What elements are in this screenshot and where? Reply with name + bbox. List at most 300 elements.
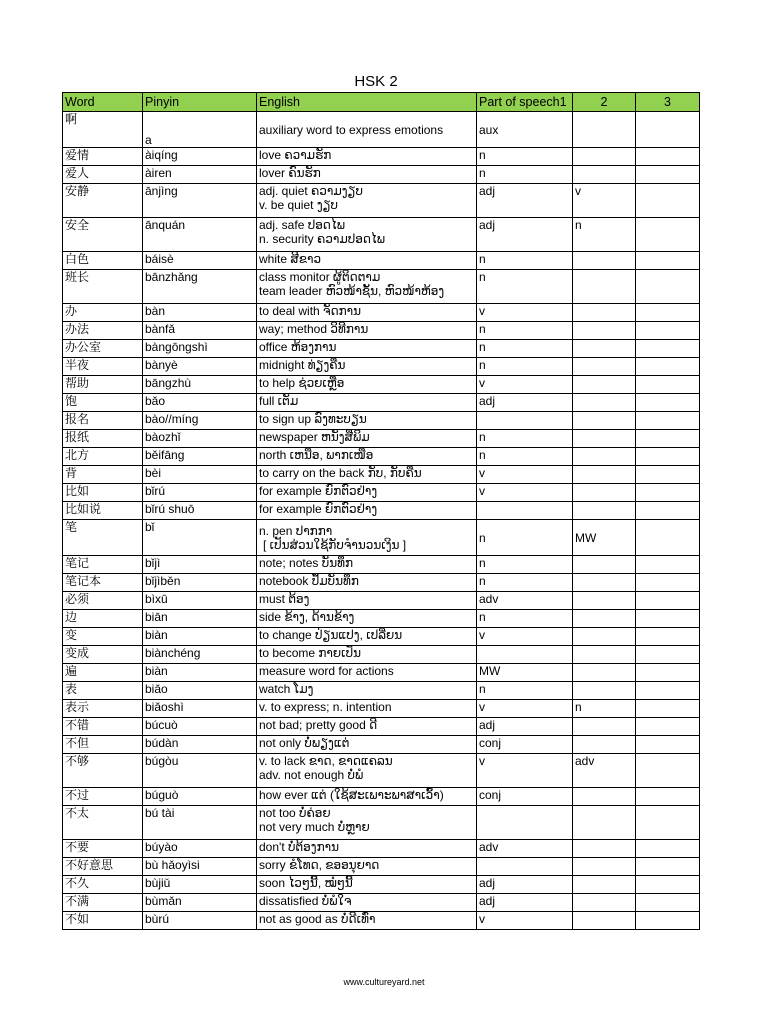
english-cell (257, 270, 477, 304)
english-cell (257, 502, 477, 520)
english-line: not very much ບໍ່ຫຼາຍ (259, 820, 370, 834)
english-line: v. to express; n. intention (259, 700, 392, 714)
english-line: for example ຍົກຕົວຢ່າງ (259, 484, 378, 498)
english-cell (257, 700, 477, 718)
pos1-cell: adj (477, 218, 573, 252)
table-row (63, 894, 700, 912)
pos1-cell: n (477, 270, 573, 304)
english-cell (257, 394, 477, 412)
english-cell (257, 112, 477, 148)
word-cell: 班长 (63, 270, 143, 304)
english-line: note; notes ບັນທຶກ (259, 556, 354, 570)
pos1-cell: n (477, 574, 573, 592)
english-cell (257, 484, 477, 502)
english-cell (257, 218, 477, 252)
word-cell: 变成 (63, 646, 143, 664)
pos1-cell: adv (477, 592, 573, 610)
english-line: auxiliary word to express emotions (259, 122, 444, 137)
table-row (63, 148, 700, 166)
pos3-cell (636, 912, 700, 930)
english-line: adv. not enough ບໍ່ພໍ (259, 768, 364, 782)
english-line: to carry on the back ກັບ, ກັບຄືນ (259, 466, 422, 480)
word-cell: 表示 (63, 700, 143, 718)
table-row (63, 394, 700, 412)
english-cell (257, 840, 477, 858)
table-row (63, 912, 700, 930)
table-row (63, 218, 700, 252)
english-line: white ສີຂາວ (259, 252, 322, 266)
pos2-cell (573, 718, 636, 736)
pos2-cell (573, 358, 636, 376)
page-title: HSK 2 (354, 73, 398, 90)
pos3-cell (636, 484, 700, 502)
pos1-cell: n (477, 322, 573, 340)
pos1-cell: v (477, 466, 573, 484)
pinyin-cell: biànchéng (143, 646, 257, 664)
table-row (63, 166, 700, 184)
english-line: soon ໄວໆນີ້, ໝໍໆນີ້ (259, 876, 353, 890)
pos2-cell (573, 466, 636, 484)
table-row (63, 858, 700, 876)
pos3-cell (636, 252, 700, 270)
pos2-cell (573, 166, 636, 184)
pinyin-cell: běifāng (143, 448, 257, 466)
table-row (63, 484, 700, 502)
pinyin-cell: búdàn (143, 736, 257, 754)
pos2-cell (573, 574, 636, 592)
pos3-cell (636, 736, 700, 754)
table-row (63, 700, 700, 718)
word-cell: 不满 (63, 894, 143, 912)
word-cell: 表 (63, 682, 143, 700)
header-pinyin: Pinyin (143, 93, 257, 112)
pos2-cell (573, 682, 636, 700)
word-cell: 比如 (63, 484, 143, 502)
word-cell: 不但 (63, 736, 143, 754)
pinyin-cell: bàn (143, 304, 257, 322)
english-line: side ຂ້າງ, ດ້ານຂ້າງ (259, 610, 355, 624)
english-line: north ເຫນືອ, ພາກເໜືອ (259, 448, 374, 462)
english-cell (257, 520, 477, 556)
pos1-cell: v (477, 912, 573, 930)
table-row (63, 358, 700, 376)
pinyin-cell: ānjìng (143, 184, 257, 218)
word-cell: 啊 (63, 112, 143, 148)
table-row (63, 754, 700, 788)
pos2-cell (573, 858, 636, 876)
english-line: to change ປ່ຽນແປງ, ເປລີ່ຍນ (259, 628, 403, 642)
english-line: v. to lack ຂາດ, ຂາດແຄລນ (259, 754, 393, 768)
english-cell (257, 148, 477, 166)
pos1-cell: n (477, 556, 573, 574)
english-line: not too ບໍ່ຄ່ອຍ (259, 806, 331, 820)
word-cell: 不要 (63, 840, 143, 858)
pos1-cell: adj (477, 894, 573, 912)
pos2-cell (573, 412, 636, 430)
pos3-cell (636, 610, 700, 628)
pos2-cell (573, 788, 636, 806)
english-line: not as good as ບໍ່ດີເທົ່າ (259, 912, 376, 926)
pos1-cell (477, 806, 573, 840)
pinyin-cell: àiqíng (143, 148, 257, 166)
pinyin-cell: bù hǎoyìsi (143, 858, 257, 876)
pos2-cell (573, 664, 636, 682)
english-line: dissatisfied ບໍ່ພໍໃຈ (259, 894, 352, 908)
table-header-row (63, 93, 700, 112)
pinyin-cell: bìxū (143, 592, 257, 610)
pos2-cell (573, 736, 636, 754)
pos2-cell (573, 252, 636, 270)
english-cell (257, 858, 477, 876)
table-row (63, 628, 700, 646)
pos1-cell: v (477, 376, 573, 394)
pos1-cell (477, 646, 573, 664)
pos3-cell (636, 166, 700, 184)
pos3-cell (636, 270, 700, 304)
pinyin-cell: biǎoshì (143, 700, 257, 718)
table-row (63, 788, 700, 806)
pos1-cell: v (477, 754, 573, 788)
english-line: not bad; pretty good ດີ (259, 718, 378, 732)
pinyin-cell: ānquán (143, 218, 257, 252)
pos1-cell: n (477, 148, 573, 166)
pos2-cell: n (573, 218, 636, 252)
pos3-cell (636, 430, 700, 448)
pos2-cell (573, 894, 636, 912)
pos2-cell (573, 628, 636, 646)
pinyin-cell: bānzhǎng (143, 270, 257, 304)
word-cell: 安全 (63, 218, 143, 252)
english-line: way; method ວິທີການ (259, 322, 369, 336)
pos1-cell: aux (477, 112, 573, 148)
pinyin-cell: biàn (143, 664, 257, 682)
pos2-cell: adv (573, 754, 636, 788)
table-row (63, 682, 700, 700)
pinyin-cell: bǐjì (143, 556, 257, 574)
english-line: how ever ແຕ່ (ໃຊ້ສະເພາະພາສາເວົ້າ) (259, 788, 444, 802)
pos2-cell (573, 610, 636, 628)
pos2-cell (573, 430, 636, 448)
pos1-cell: n (477, 520, 573, 556)
table-row (63, 502, 700, 520)
english-line: love ຄວາມຮັກ (259, 148, 332, 162)
pos3-cell (636, 340, 700, 358)
pos3-cell (636, 322, 700, 340)
pos1-cell: n (477, 610, 573, 628)
pos2-cell (573, 806, 636, 840)
pos1-cell: n (477, 682, 573, 700)
english-line: [ ເປັນສ່ວນໃຊ້ກັບຈໍານວນເງິນ ] (263, 537, 407, 552)
pos3-cell (636, 718, 700, 736)
table-row (63, 736, 700, 754)
pos3-cell (636, 148, 700, 166)
english-cell (257, 592, 477, 610)
english-line: n. pen ປາກກາ (259, 523, 333, 538)
english-cell (257, 718, 477, 736)
pos3-cell (636, 304, 700, 322)
vocabulary-table (62, 92, 700, 930)
pinyin-cell: biān (143, 610, 257, 628)
english-line: to become ກາຍເປັນ (259, 646, 362, 660)
word-cell: 比如说 (63, 502, 143, 520)
pos2-cell (573, 840, 636, 858)
english-line: midnight ທ່ຽງຄືນ (259, 358, 346, 372)
pinyin-cell: bànyè (143, 358, 257, 376)
english-line: must ຕ້ອງ (259, 592, 310, 606)
table-row (63, 184, 700, 218)
english-cell (257, 166, 477, 184)
pos1-cell: adj (477, 876, 573, 894)
pos1-cell: adj (477, 718, 573, 736)
english-cell (257, 682, 477, 700)
pos3-cell (636, 556, 700, 574)
english-cell (257, 788, 477, 806)
english-cell (257, 610, 477, 628)
pos1-cell: n (477, 252, 573, 270)
word-cell: 北方 (63, 448, 143, 466)
pos1-cell (477, 858, 573, 876)
pinyin-cell: búguò (143, 788, 257, 806)
english-line: sorry ຂໍໂທດ, ຂອອນຸຍາດ (259, 858, 380, 872)
pos3-cell (636, 788, 700, 806)
pinyin-cell: àiren (143, 166, 257, 184)
english-cell (257, 184, 477, 218)
word-cell: 变 (63, 628, 143, 646)
pinyin-cell: bǐjìběn (143, 574, 257, 592)
word-cell: 办 (63, 304, 143, 322)
table-row (63, 520, 700, 556)
word-cell: 不错 (63, 718, 143, 736)
word-cell: 报名 (63, 412, 143, 430)
pinyin-cell: bàozhǐ (143, 430, 257, 448)
english-cell (257, 894, 477, 912)
english-line: to sign up ລົງທະບຽນ (259, 412, 367, 426)
english-line: measure word for actions (259, 664, 394, 678)
table-row (63, 376, 700, 394)
english-cell (257, 430, 477, 448)
pos3-cell (636, 502, 700, 520)
pos1-cell: conj (477, 736, 573, 754)
table-row (63, 252, 700, 270)
word-cell: 不如 (63, 912, 143, 930)
word-cell: 爱人 (63, 166, 143, 184)
english-line: watch ໂມງ (259, 682, 314, 696)
pinyin-cell: bèi (143, 466, 257, 484)
pos3-cell (636, 806, 700, 840)
english-line: class monitor ຜູ້ຕິດຕາມ (259, 270, 381, 284)
pos1-cell: v (477, 484, 573, 502)
english-line: not only ບໍ່ພຽງແຕ່ (259, 736, 350, 750)
pos2-cell (573, 592, 636, 610)
english-cell (257, 736, 477, 754)
pinyin-cell: bàngōngshì (143, 340, 257, 358)
pos3-cell (636, 112, 700, 148)
pinyin-cell: bùjiǔ (143, 876, 257, 894)
english-cell (257, 664, 477, 682)
table-row (63, 322, 700, 340)
pos2-cell (573, 556, 636, 574)
word-cell: 半夜 (63, 358, 143, 376)
pos1-cell: adj (477, 184, 573, 218)
pos2-cell: n (573, 700, 636, 718)
pos3-cell (636, 754, 700, 788)
pos2-cell (573, 322, 636, 340)
word-cell: 不好意思 (63, 858, 143, 876)
pos3-cell (636, 592, 700, 610)
pos3-cell (636, 466, 700, 484)
pinyin-cell: bùmǎn (143, 894, 257, 912)
pos2-cell: MW (573, 520, 636, 556)
english-cell (257, 754, 477, 788)
pinyin-cell: búcuò (143, 718, 257, 736)
header-pos2: 2 (573, 93, 636, 112)
pinyin-cell: bùrú (143, 912, 257, 930)
word-cell: 笔 (63, 520, 143, 556)
pos2-cell (573, 376, 636, 394)
pos2-cell (573, 270, 636, 304)
pinyin-cell: bǐrú (143, 484, 257, 502)
table-row (63, 574, 700, 592)
english-line: v. be quiet ງຽບ (259, 198, 339, 212)
english-line: notebook ປຶ້ມບັນທຶກ (259, 574, 359, 588)
pos1-cell: n (477, 340, 573, 358)
pos3-cell (636, 448, 700, 466)
pos1-cell: v (477, 628, 573, 646)
pos3-cell (636, 184, 700, 218)
word-cell: 办公室 (63, 340, 143, 358)
english-cell (257, 876, 477, 894)
table-row (63, 876, 700, 894)
table-row (63, 840, 700, 858)
pos2-cell (573, 502, 636, 520)
word-cell: 爱情 (63, 148, 143, 166)
word-cell: 笔记本 (63, 574, 143, 592)
pinyin-cell: bànfǎ (143, 322, 257, 340)
english-line: n. security ຄວາມປອດໄພ (259, 232, 386, 246)
pos1-cell: conj (477, 788, 573, 806)
word-cell: 帮助 (63, 376, 143, 394)
english-cell (257, 304, 477, 322)
table-row (63, 592, 700, 610)
word-cell: 必须 (63, 592, 143, 610)
table-row (63, 412, 700, 430)
pos3-cell (636, 412, 700, 430)
pos2-cell (573, 394, 636, 412)
word-cell: 办法 (63, 322, 143, 340)
header-english: English (257, 93, 477, 112)
table-row (63, 304, 700, 322)
english-cell (257, 574, 477, 592)
pinyin-cell: búyào (143, 840, 257, 858)
english-line: adj. safe ປອດໄພ (259, 218, 345, 232)
pinyin-cell: bú tài (143, 806, 257, 840)
table-row (63, 430, 700, 448)
header-word: Word (63, 93, 143, 112)
table-row (63, 806, 700, 840)
word-cell: 不过 (63, 788, 143, 806)
pos2-cell (573, 646, 636, 664)
table-row (63, 270, 700, 304)
pinyin-cell: bǐ (143, 520, 257, 556)
pinyin-cell: bǐrú shuō (143, 502, 257, 520)
pos1-cell: adv (477, 840, 573, 858)
english-cell (257, 322, 477, 340)
pos2-cell: v (573, 184, 636, 218)
english-line: for example ຍົກຕົວຢ່າງ (259, 502, 378, 516)
word-cell: 饱 (63, 394, 143, 412)
pinyin-cell: a (143, 112, 257, 148)
pinyin-cell: báisè (143, 252, 257, 270)
english-cell (257, 912, 477, 930)
english-line: lover ຄົນຮັກ (259, 166, 321, 180)
english-line: newspaper ຫນັງສືພິມ (259, 430, 370, 444)
english-cell (257, 340, 477, 358)
pos1-cell: v (477, 700, 573, 718)
english-line: to help ຊ່ວຍເຫຼືອ (259, 376, 345, 390)
english-line: to deal with ຈັດການ (259, 304, 362, 318)
word-cell: 白色 (63, 252, 143, 270)
table-row (63, 340, 700, 358)
pos1-cell (477, 502, 573, 520)
pos2-cell (573, 148, 636, 166)
english-cell (257, 448, 477, 466)
pos1-cell: adj (477, 394, 573, 412)
pos2-cell (573, 484, 636, 502)
word-cell: 遍 (63, 664, 143, 682)
pos3-cell (636, 894, 700, 912)
pos3-cell (636, 376, 700, 394)
header-pos3: 3 (636, 93, 700, 112)
pos3-cell (636, 574, 700, 592)
pos2-cell (573, 876, 636, 894)
pos3-cell (636, 628, 700, 646)
table-row (63, 448, 700, 466)
pos3-cell (636, 840, 700, 858)
header-pos1: Part of speech1 (477, 93, 573, 112)
pos3-cell (636, 876, 700, 894)
word-cell: 边 (63, 610, 143, 628)
pos2-cell (573, 448, 636, 466)
english-cell (257, 628, 477, 646)
table-row (63, 610, 700, 628)
pos2-cell (573, 340, 636, 358)
pos2-cell (573, 304, 636, 322)
table-row (63, 466, 700, 484)
english-cell (257, 466, 477, 484)
table-row (63, 112, 700, 148)
pos1-cell: n (477, 358, 573, 376)
word-cell: 不太 (63, 806, 143, 840)
english-cell (257, 556, 477, 574)
english-cell (257, 252, 477, 270)
pos1-cell: n (477, 166, 573, 184)
pos2-cell (573, 912, 636, 930)
word-cell: 安静 (63, 184, 143, 218)
english-cell (257, 376, 477, 394)
word-cell: 笔记 (63, 556, 143, 574)
pinyin-cell: bāngzhù (143, 376, 257, 394)
table-row (63, 556, 700, 574)
pos3-cell (636, 218, 700, 252)
pos1-cell (477, 412, 573, 430)
pos1-cell: n (477, 430, 573, 448)
english-line: full ເຕັມ (259, 394, 299, 408)
word-cell: 不久 (63, 876, 143, 894)
pos3-cell (636, 682, 700, 700)
pos1-cell: MW (477, 664, 573, 682)
english-cell (257, 806, 477, 840)
table-row (63, 664, 700, 682)
